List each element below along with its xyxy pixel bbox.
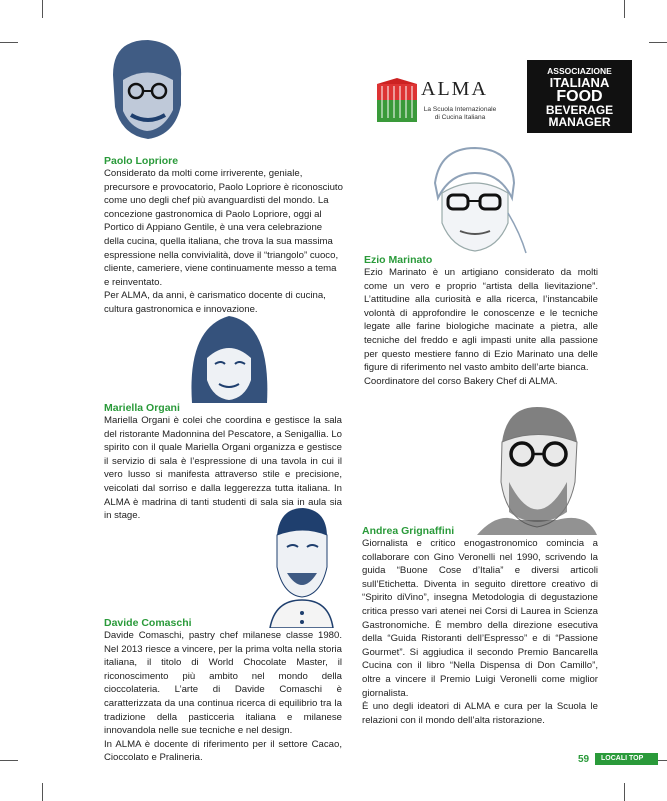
crop-mark: [649, 42, 667, 43]
association-line: BEVERAGE: [545, 103, 614, 117]
portrait-andrea-grignaffini: [477, 402, 597, 535]
crop-mark: [42, 0, 43, 18]
portrait-ezio-marinato: [420, 143, 530, 258]
profile-bio-comaschi: [104, 629, 342, 765]
section-tag: LOCALI TOP: [595, 753, 658, 765]
alma-building-icon: [377, 78, 417, 122]
bio-paragraph: Giornalista e critico enogastronomico comincia a collaborare con Gino Veronelli nel 1990, scrivendo la guida “Buone Cose d’Italia” e diversi articoli sull’Etichetta. Diventa in seguito direttore creativo di “Spirito diVino”, insegna Metodologia di degustazione critica presso vari atenei nei Corsi di Laurea in Scienza Gastronomiche. È membro della direzione esecutiva della “Guida Ristoranti dell’Espresso” e di “Passione Gourmet”. Si aggiudica il secondo Premio Bancarella Cucina con il libro “Nella Dispensa di Don Camillo”, oltre a vincere il Premio Luigi Veronelli come miglior giornalista.: [362, 538, 598, 699]
alma-wordmark: ALMA: [421, 78, 488, 100]
profile-name-grignaffini: Andrea Grignaffini: [362, 525, 455, 537]
bio-paragraph: Ezio Marinato è un artigiano considerato da molti come un vero e proprio “artista della lievitazione”. L’attitudine alla curiosità e alla ricerca, l’instancabile volontà di approfondire le conoscenze e le tecniche legate alle farine biologiche macinate a pietra, alle tecniche del freddo e agli impasti unite alla passione per questo mestiere fanno di Ezio Marinato una delle figure di riferimento nel vasto ambito dell’arte bianca.: [364, 267, 598, 374]
bio-paragraph: Davide Comaschi, pastry chef milanese classe 1980. Nel 2013 riesce a vincere, per la prima volta nella storia italiana, il titolo di World Chocolate Master, il riconoscimento più ambito nel mondo della cioccolateria. L’arte di Davide Comaschi è caratterizzata da una continua ricerca di equilibrio tra la tradizione della pasticceria italiana e milanese innovandola nelle sue tecniche e nel design.: [104, 630, 342, 737]
portrait-paolo-lopriore: [103, 35, 188, 147]
profile-name-marinato: Ezio Marinato: [364, 254, 433, 266]
crop-mark: [0, 42, 18, 43]
bio-paragraph: Coordinatore del corso Bakery Chef di ALMA.: [364, 375, 558, 387]
portrait-davide-comaschi: [265, 505, 335, 628]
bio-paragraph: Considerato da molti come irriverente, geniale, precursore e provocatorio, Paolo Lopriore è riconosciuto come uno degli chef più avanguardisti del mondo. La concezione gastronomica di Paolo Lopriore, oggi al Portico di Appiano Gentile, è una vera celebrazione della cucina, quella italiana, che trova la sua massima espressione nella convivialità, dove il “triangolo” cuoco, cliente, cameriere, viene continuamente messo a tema e reinventato.: [104, 168, 343, 288]
profile-bio-marinato: [364, 266, 598, 388]
association-logo: [527, 60, 632, 133]
association-line: MANAGER: [548, 115, 611, 129]
association-line: ASSOCIAZIONE: [547, 66, 612, 76]
portrait-mariella-organi: [187, 308, 272, 410]
crop-mark: [624, 783, 625, 801]
association-line: FOOD: [556, 88, 603, 105]
profile-bio-grignaffini: [362, 537, 598, 727]
alma-logo: [377, 76, 502, 124]
profile-bio-lopriore: [104, 167, 344, 317]
bio-paragraph: È uno degli ideatori di ALMA e cura per la Scuola le relazioni con il mondo dell’alta ristorazione.: [362, 701, 598, 726]
alma-subtitle: [422, 106, 498, 122]
profile-name-comaschi: Davide Comaschi: [104, 617, 192, 629]
alma-subtitle-line: di Cucina Italiana: [434, 114, 486, 121]
crop-mark: [42, 783, 43, 801]
bio-paragraph: In ALMA è docente di riferimento per il settore Cacao, Cioccolato e Pralineria.: [104, 738, 342, 764]
page-number: 59: [578, 754, 590, 765]
association-line: ITALIANA: [549, 75, 610, 90]
crop-mark: [0, 760, 18, 761]
alma-subtitle-line: La Scuola Internazionale: [423, 106, 497, 113]
crop-mark: [624, 0, 625, 18]
profile-name-lopriore: Paolo Lopriore: [104, 155, 179, 167]
bio-paragraph: Mariella Organi è colei che coordina e gestisce la sala del ristorante Madonnina del Pescatore, a Senigallia. Lo spirito con il quale Mariella Organi organizza e gestisce il servizio di sala è l’espressione di una tavola in cui il vero lusso si manifesta attraverso stile e precisione, veicolati dal sorriso e dalla leggerezza tutta italiana. In ALMA è madrina di tanti studenti di sala sia in aula sia in stage.: [104, 415, 342, 522]
profile-name-organi: Mariella Organi: [104, 402, 180, 414]
profile-bio-organi: [104, 414, 342, 523]
bio-paragraph: Per ALMA, da anni, è carismatico docente di cucina, cultura gastronomica e innovazione.: [104, 290, 326, 315]
